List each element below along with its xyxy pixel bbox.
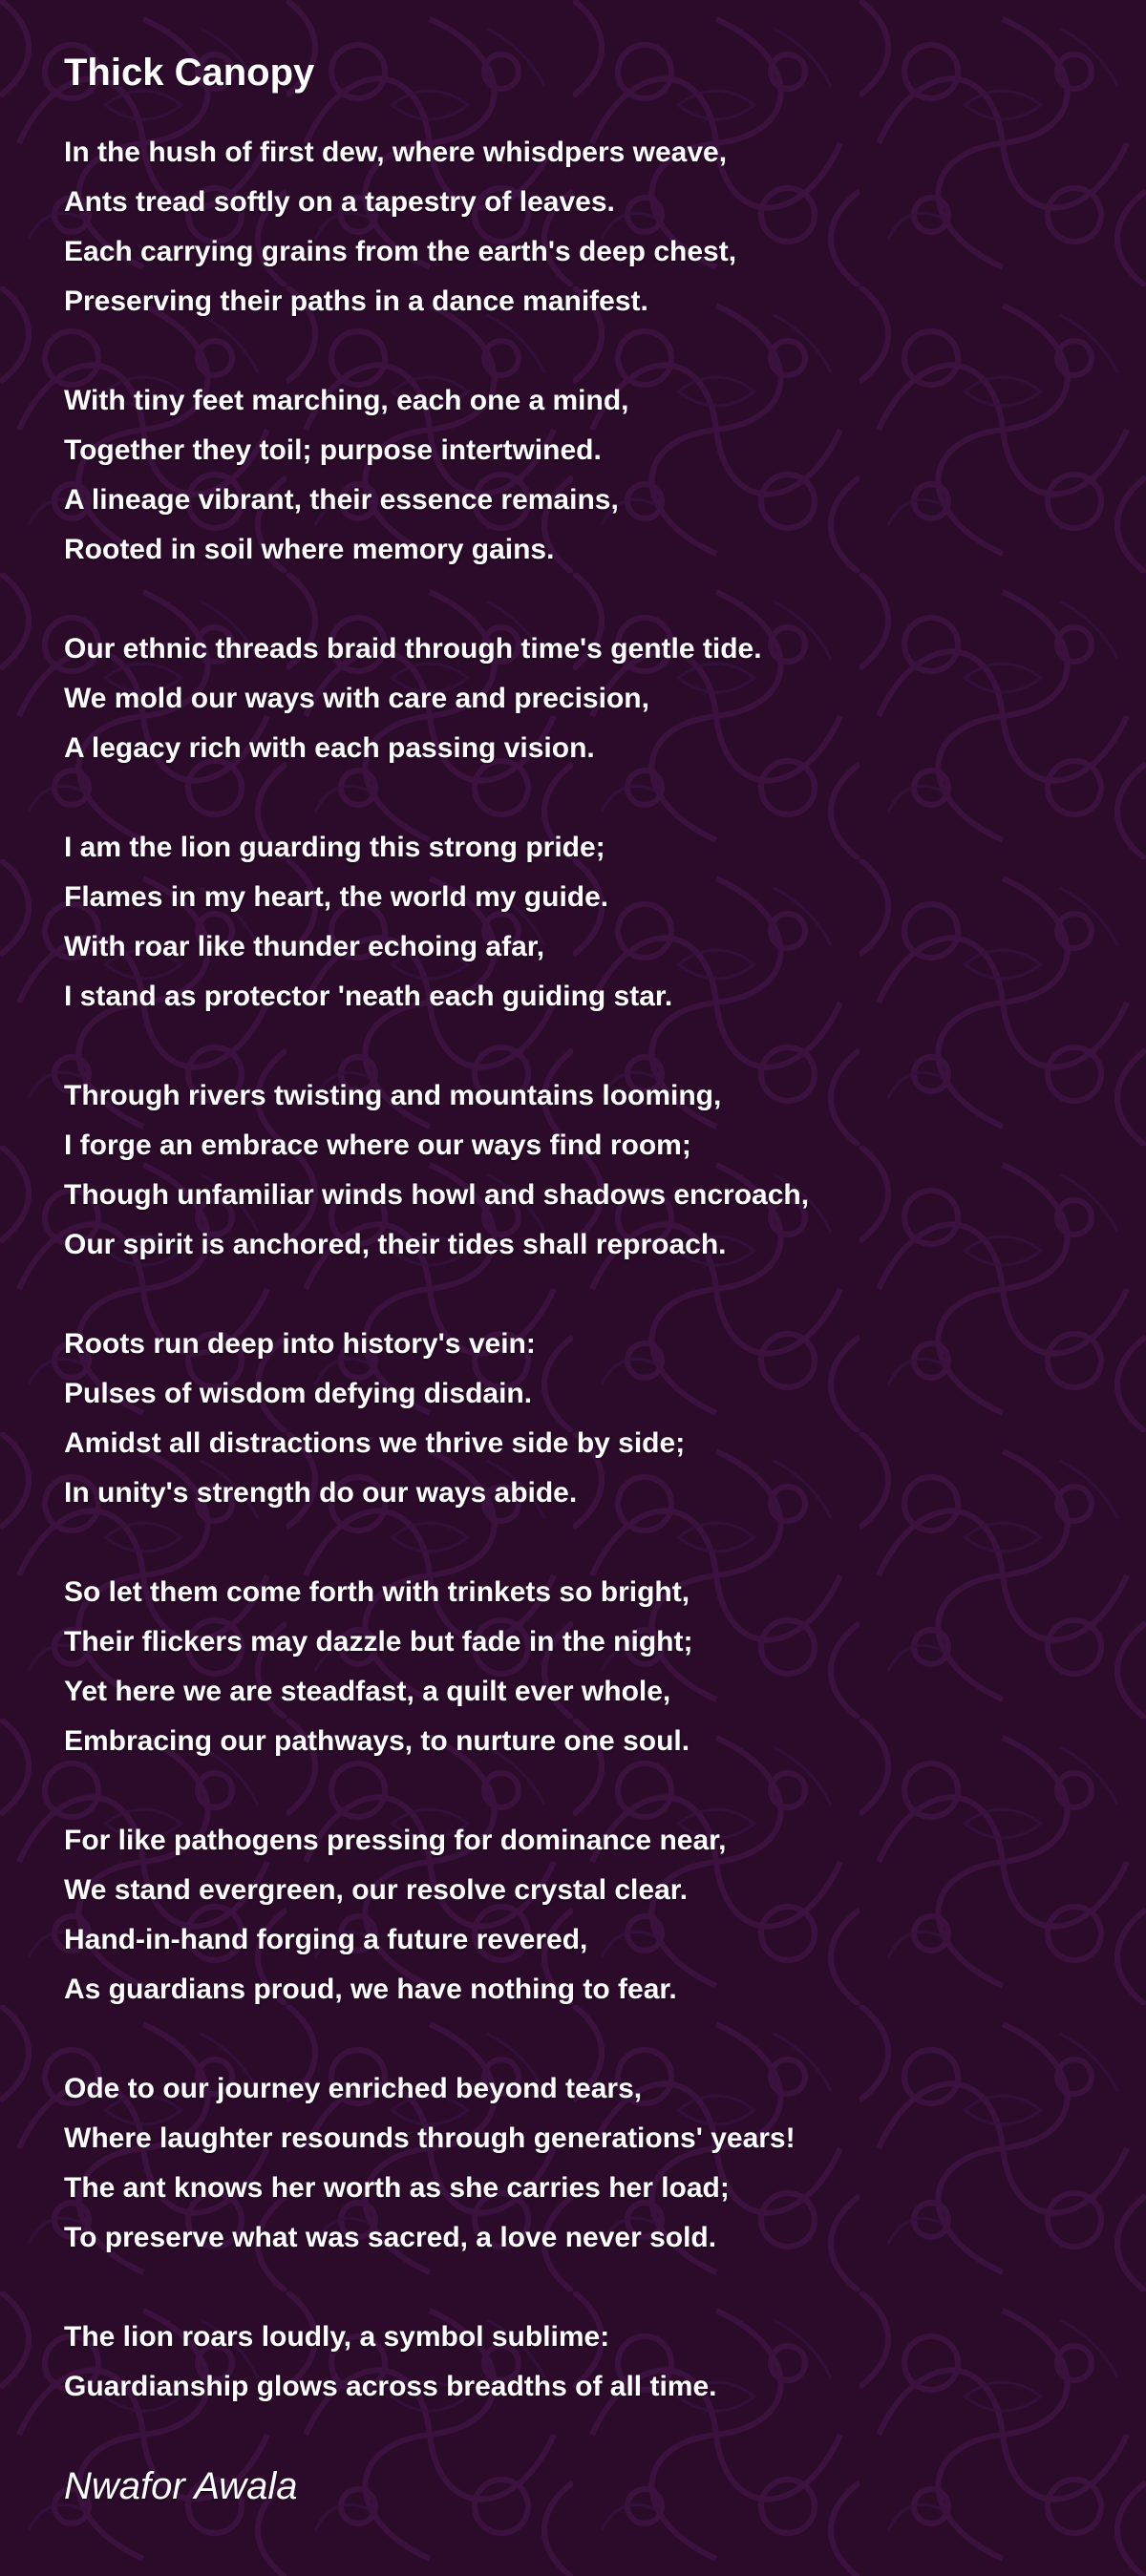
poem-line: I forge an embrace where our ways find room;	[64, 1130, 691, 1161]
poem-line: As guardians proud, we have nothing to fear.	[64, 1974, 677, 2005]
poem-line: Our ethnic threads braid through time's gentle tide.	[64, 633, 762, 665]
poem-line: Guardianship glows across breadths of all time.	[64, 2371, 717, 2402]
poem-stanza	[64, 128, 1095, 327]
poem-line: Pulses of wisdom defying disdain.	[64, 1378, 533, 1409]
poem-stanza	[64, 2312, 1095, 2412]
poem-line: For like pathogens pressing for dominance near,	[64, 1825, 727, 1856]
poem-line: Flames in my heart, the world my guide.	[64, 881, 609, 913]
poem-line: Ants tread softly on a tapestry of leaves.	[64, 186, 615, 218]
poem-author: Nwafor Awala	[64, 2465, 298, 2507]
poem-line: In the hush of first dew, where whisdpers weave,	[64, 137, 728, 168]
poem-line: To preserve what was sacred, a love never sold.	[64, 2222, 717, 2253]
poem-line: We mold our ways with care and precision,	[64, 683, 649, 714]
poem-line: Rooted in soil where memory gains.	[64, 534, 555, 565]
poem-line: Each carrying grains from the earth's deep chest,	[64, 236, 737, 267]
poem-line: Though unfamiliar winds howl and shadows encroach,	[64, 1179, 810, 1211]
poem-line: Through rivers twisting and mountains looming,	[64, 1080, 722, 1111]
poem-line: The lion roars loudly, a symbol sublime:	[64, 2321, 610, 2353]
poem-line: Together they toil; purpose intertwined.	[64, 434, 602, 466]
poem-line: Ode to our journey enriched beyond tears,	[64, 2073, 643, 2104]
poem-stanza	[64, 1071, 1095, 1270]
poem-line: Embracing our pathways, to nurture one soul.	[64, 1725, 690, 1757]
poem-line: Preserving their paths in a dance manifest.	[64, 285, 648, 317]
poem-line: We stand evergreen, our resolve crystal clear.	[64, 1874, 689, 1906]
poem-line: Their flickers may dazzle but fade in the night;	[64, 1626, 693, 1658]
poem-line: A legacy rich with each passing vision.	[64, 732, 595, 764]
poem-stanza	[64, 1320, 1095, 1518]
poem-line: I am the lion guarding this strong pride;	[64, 832, 605, 863]
poem-stanza	[64, 823, 1095, 1022]
poem-stanza	[64, 624, 1095, 773]
poem-line: In unity's strength do our ways abide.	[64, 1477, 578, 1509]
poem-line: Roots run deep into history's vein:	[64, 1328, 536, 1360]
poem-line: With roar like thunder echoing afar,	[64, 931, 545, 962]
poem-container	[64, 48, 1095, 2511]
poem-line: I stand as protector 'neath each guiding star.	[64, 981, 673, 1012]
poem-stanza	[64, 376, 1095, 575]
poem-line: Where laughter resounds through generations' years!	[64, 2122, 796, 2154]
poem-line: Our spirit is anchored, their tides shall reproach.	[64, 1229, 727, 1260]
poem-title: Thick Canopy	[64, 52, 315, 94]
poem-stanza	[64, 1816, 1095, 2015]
poem-line: With tiny feet marching, each one a mind,	[64, 385, 629, 416]
poem-line: Amidst all distractions we thrive side by side;	[64, 1427, 686, 1459]
poem-line: Yet here we are steadfast, a quilt ever whole,	[64, 1676, 671, 1707]
poem-body	[64, 128, 1095, 2412]
poem-line: A lineage vibrant, their essence remains,	[64, 484, 619, 516]
poem-line: Hand-in-hand forging a future revered,	[64, 1924, 588, 1955]
poem-stanza	[64, 1568, 1095, 1766]
poem-line: The ant knows her worth as she carries her load;	[64, 2172, 730, 2204]
poem-line: So let them come forth with trinkets so bright,	[64, 1576, 690, 1608]
poem-stanza	[64, 2064, 1095, 2263]
